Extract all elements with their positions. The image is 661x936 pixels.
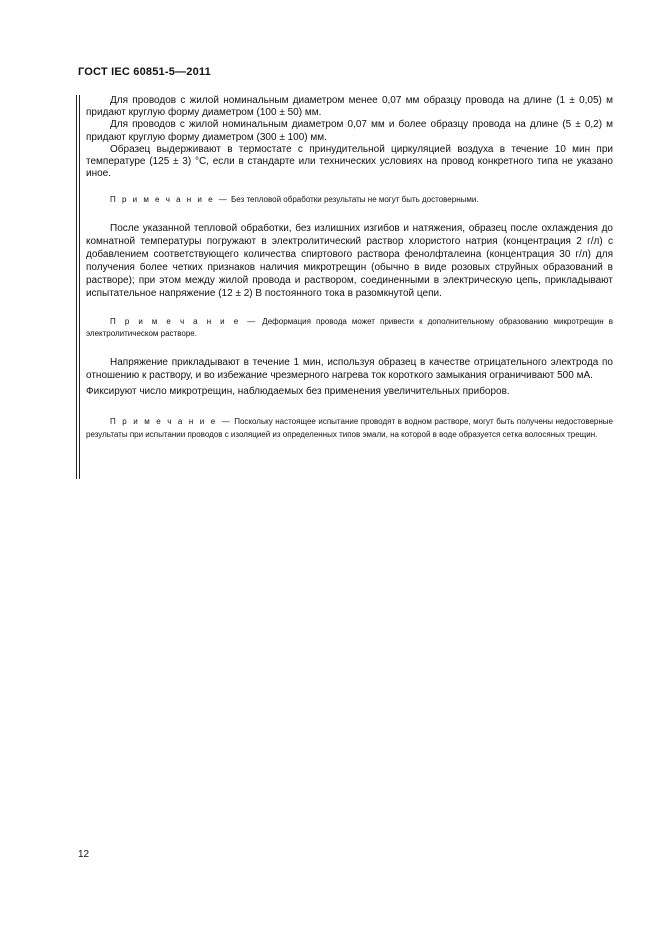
paragraph-small-diameter: Для проводов с жилой номинальным диаметром менее 0,07 мм образцу провода на длине (1 ± 0,05) м придают круглую форму диаметром (100 ± 50) мм. bbox=[86, 95, 613, 119]
note-1-text: Без тепловой обработки результаты не могут быть достоверными. bbox=[231, 195, 479, 205]
document-header: ГОСТ IEC 60851-5—2011 bbox=[78, 66, 211, 78]
change-marker-bar bbox=[76, 95, 80, 479]
page-number: 12 bbox=[78, 849, 90, 860]
note-1 bbox=[86, 194, 613, 206]
note-label: П р и м е ч а н и е — bbox=[110, 417, 232, 427]
document-body bbox=[86, 95, 613, 441]
paragraph-voltage: Напряжение прикладывают в течение 1 мин, используя образец в качестве отрицательного электрода по отношению к раствору, и во избежание чрезмерного нагрева ток короткого замыкания ограничивают 500 мА. bbox=[86, 357, 613, 382]
note-label: П р и м е ч а н и е — bbox=[110, 317, 258, 327]
note-label: П р и м е ч а н и е — bbox=[110, 195, 229, 205]
note-2-text: Деформация провода может привести к дополнительному образованию микротрещин в электролитическом растворе. bbox=[86, 317, 613, 339]
note-3 bbox=[86, 415, 613, 441]
paragraph-thermostat: Образец выдерживают в термостате с принудительной циркуляцией воздуха в течение 10 мин при температуре (125 ± 3) °С, если в стандарте или технических условиях на провод конкретного типа не указано иное. bbox=[86, 143, 613, 180]
note-2 bbox=[86, 316, 613, 340]
paragraph-count-cracks: Фиксируют число микротрещин, наблюдаемых без применения увеличительных приборов. bbox=[86, 386, 510, 398]
paragraph-large-diameter: Для проводов с жилой номинальным диаметром 0,07 мм и более образцу провода на длине (5 ± 0,2) м придают круглую форму диаметром (300 ± 100) мм. bbox=[86, 119, 613, 143]
paragraph-electrolyte: После указанной тепловой обработки, без излишних изгибов и натяжения, образец после охлаждения до комнатной температуры погружают в электролитический раствор хлористого натрия (концентрация 2 г/л) с добавлением соответствующего количества спиртового раствора фенолфталеина (концентрация 30 г/л) для получения более четких признаков наличия микротрещин (обычно в виде розовых струйных образований в растворе); при этом между жилой провода и раствором, соединенными в электрическую цепь, прикладывают испытательное напряжение (12 ± 2) В постоянного тока в разомкнутой цепи. bbox=[86, 223, 613, 300]
note-3-text: Поскольку настоящее испытание проводят в водном растворе, могут быть получены недостоверные результаты при испытании проводов с изоляцией из определенных типов эмали, на которой в воде образуется сетка волосяных трещин. bbox=[86, 417, 613, 440]
